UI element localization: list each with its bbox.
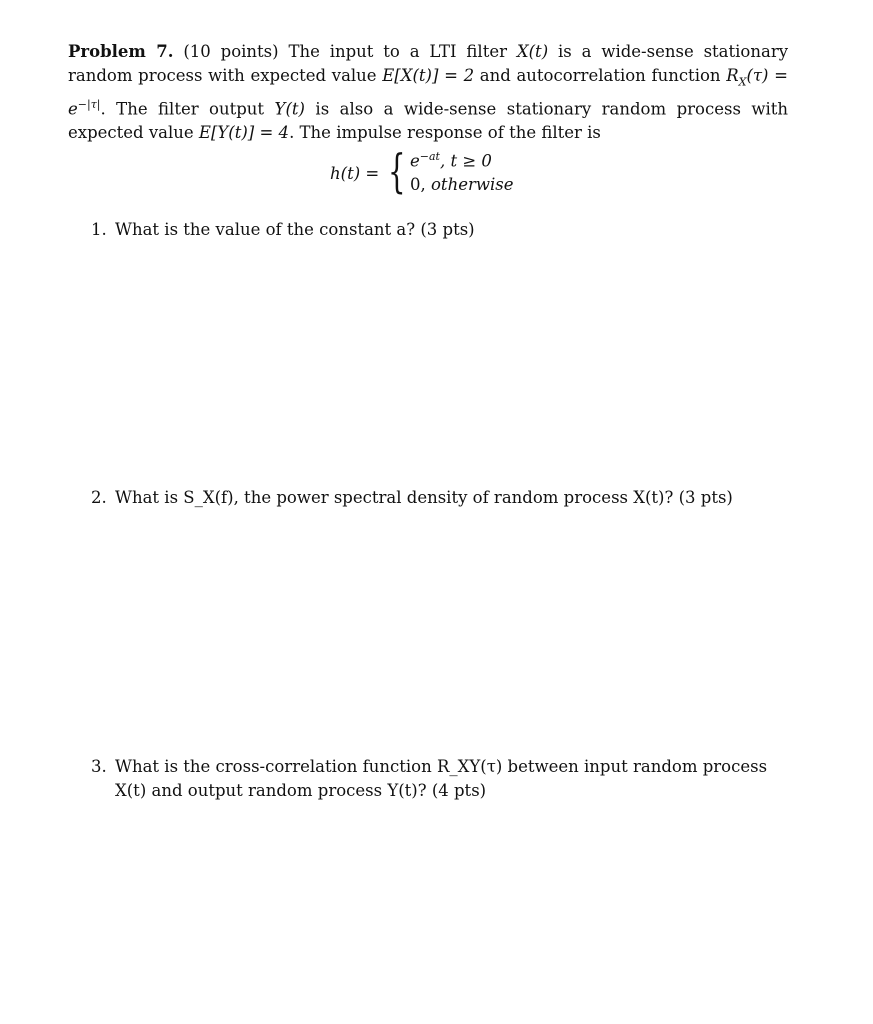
problem-text-4: . The filter output	[100, 99, 265, 119]
case1-condition: , t ≥ 0	[439, 151, 492, 171]
autocorrelation-symbol: R	[726, 65, 739, 85]
question-text: What is the cross-correlation function R_XY(τ) between input random process X(t) and output random process Y(t)? (4 pts)	[115, 757, 768, 800]
problem-text-6: . The impulse response of the filter is	[289, 123, 601, 143]
equation-lhs: h(t) =	[330, 164, 380, 183]
problem-text-1: The input to a LTI filter	[288, 42, 507, 61]
output-mean: E[Y(t)] = 4	[198, 123, 290, 143]
autocorrelation-subscript: X	[738, 74, 747, 88]
question-text: What is the value of the constant a? (3 pts)	[115, 220, 475, 239]
left-brace: {	[388, 144, 406, 198]
case1-exponent: −at	[419, 150, 440, 163]
problem-statement	[68, 40, 788, 145]
equation-case-1	[410, 150, 492, 171]
problem-points: (10 points)	[183, 42, 279, 61]
problem-heading: Problem 7.	[68, 42, 174, 61]
input-mean: E[X(t)] = 2	[382, 65, 475, 85]
case1-base: e	[410, 151, 420, 171]
problem-text-5: is also a wide-sense stationary random process with expected value	[68, 99, 789, 143]
problem-text-2: is a wide-sense stationary random process with expected value	[68, 42, 789, 85]
input-process: X(t)	[516, 42, 549, 61]
output-process: Y(t)	[274, 99, 305, 119]
question-text: What is S_X(f), the power spectral density of random process X(t)? (3 pts)	[115, 488, 733, 507]
question-number: 2.	[91, 488, 107, 507]
question-number: 1.	[91, 220, 107, 239]
autocorrelation-argument: (τ) = e	[68, 65, 788, 119]
problem-text-3: and autocorrelation function	[479, 65, 721, 85]
autocorrelation-exponent: −|τ|	[77, 98, 101, 112]
equation-case-2	[410, 175, 513, 194]
case2-value: 0,	[410, 175, 426, 194]
question-number: 3.	[91, 757, 107, 776]
case2-condition: otherwise	[431, 175, 514, 194]
